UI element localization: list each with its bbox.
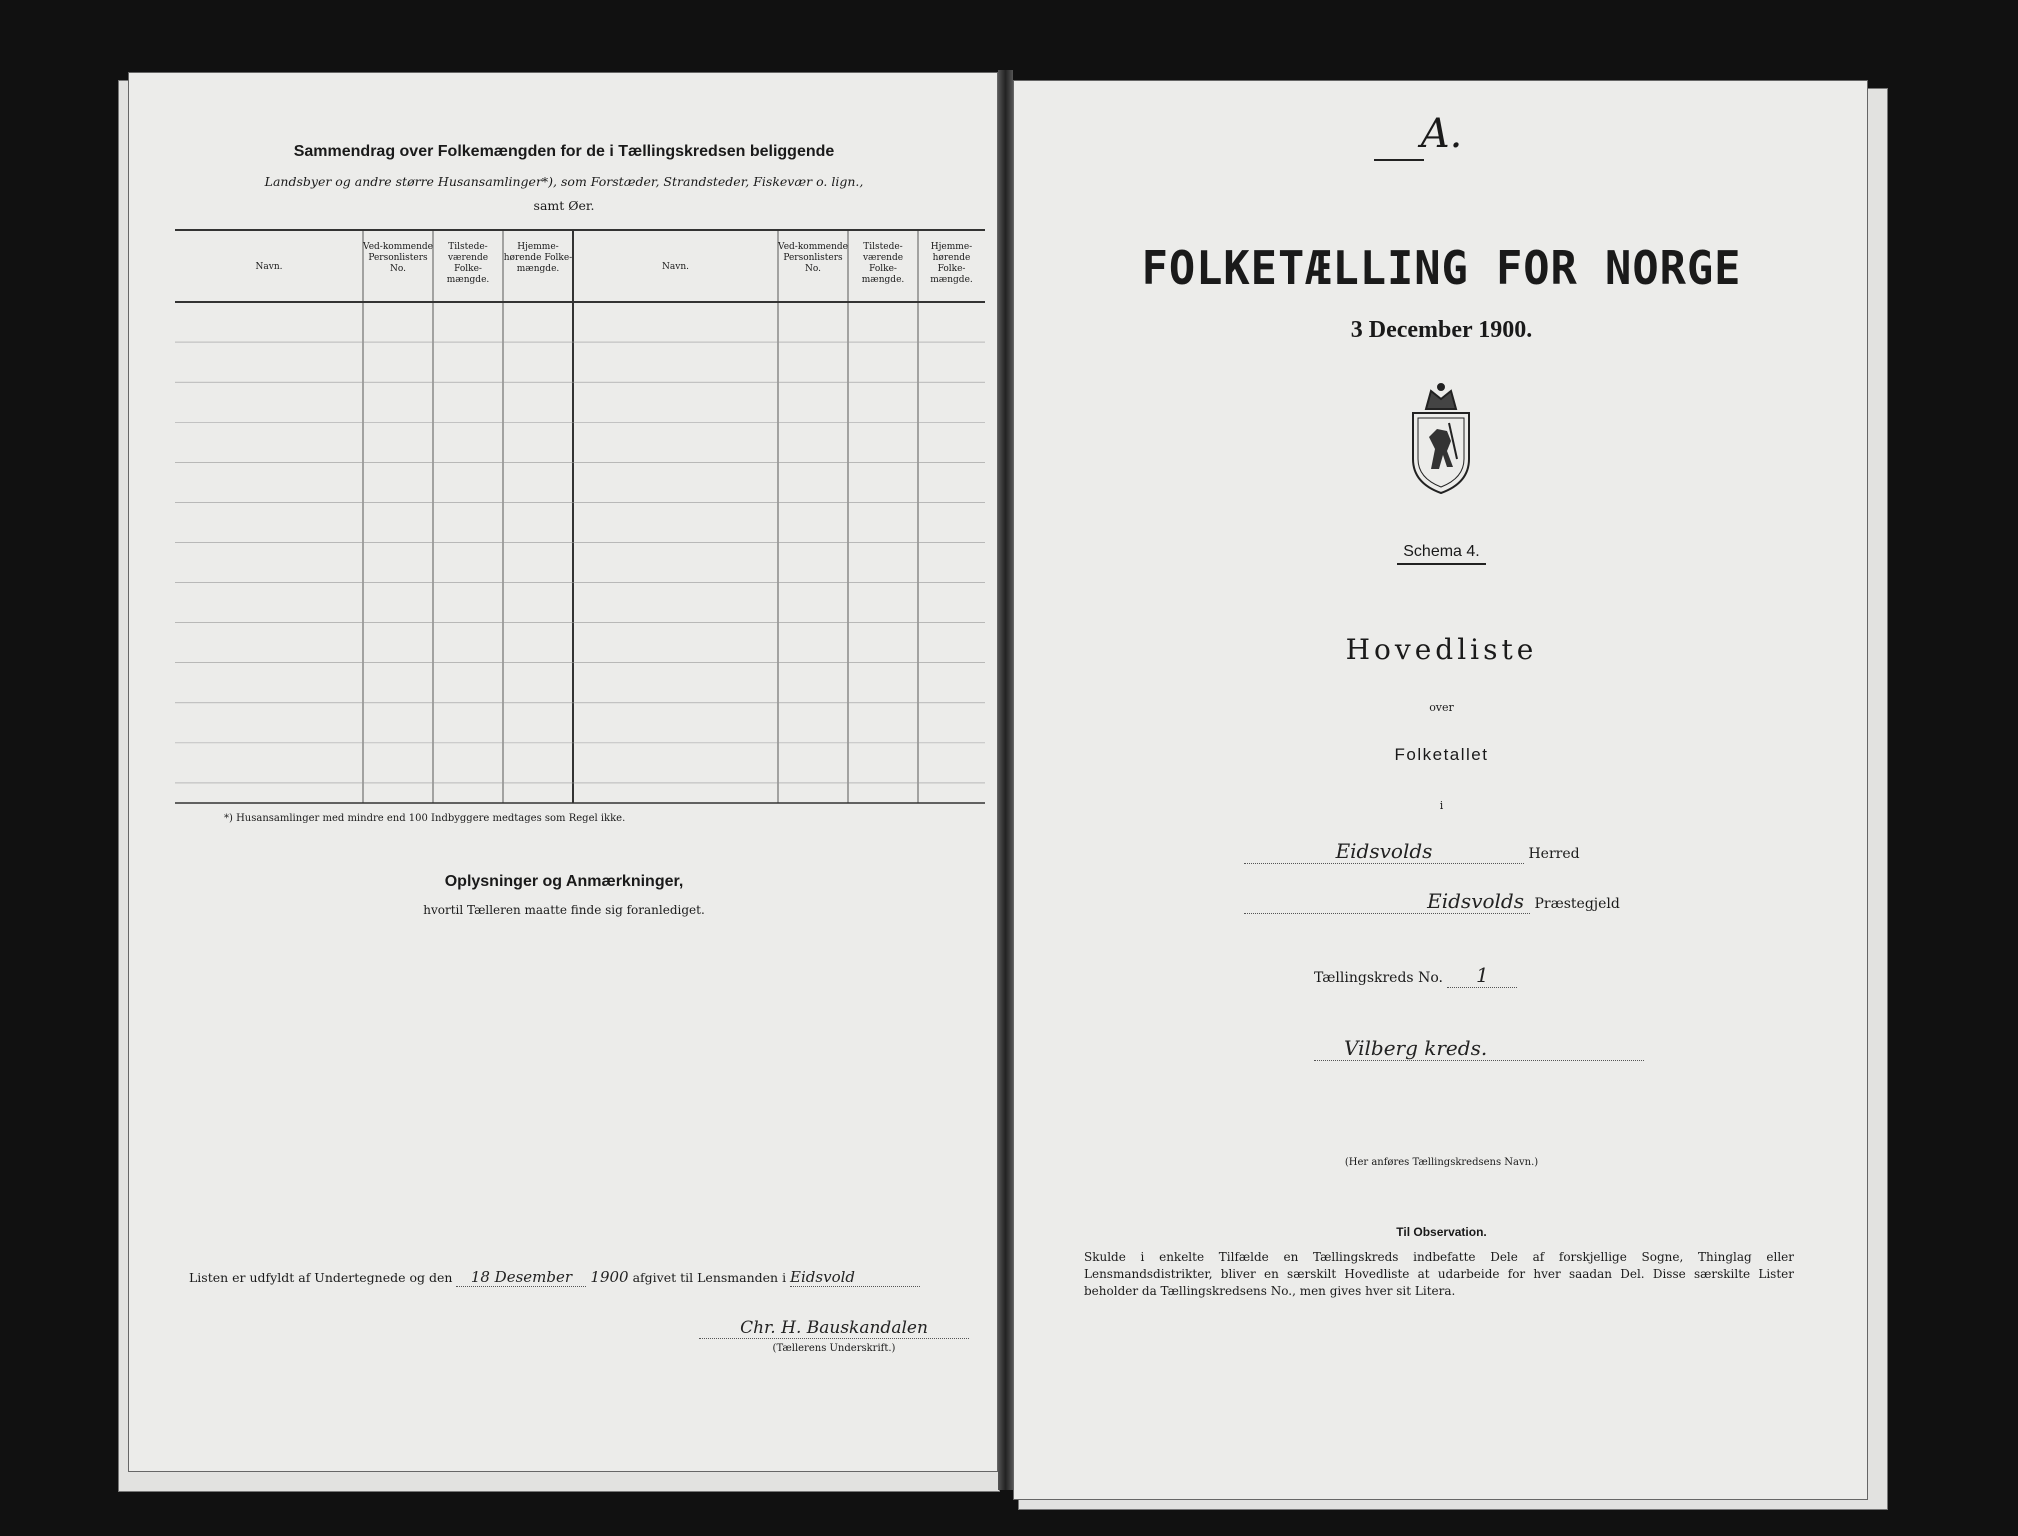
header-personlister-1: Ved-kommende Personlisters No. [363,242,433,274]
observation-text: Skulde i enkelte Tilfælde en Tællingskreds indbefatte Dele af forskjellige Sogne, Thinglag eller Lensmandsdistrikter, bliver en særskilt Hovedliste at udarbeide for hver saadan Del. Disse særskilte Lister beholder da Tællingskredsens No., men gives hver sit Litera. [1084,1250,1794,1298]
declaration-date: 18 Desember [456,1268,586,1287]
over-label: over [1429,701,1454,714]
kreds-value: 1 [1447,963,1517,988]
prestegjeld-label: Præstegjeld [1534,896,1620,912]
coat-of-arms-icon [1391,379,1491,499]
schema-text: Schema 4. [1397,543,1485,565]
herred-value: Eidsvolds [1244,839,1524,864]
right-page [1013,80,1868,1500]
header-tilstede-2: Tilstede-værende Folke-mængde. [861,242,905,285]
declaration-year: 1900 [590,1268,629,1286]
header-personlister-2: Ved-kommende Personlisters No. [778,242,848,274]
kreds-row [1314,963,1517,988]
observation-title: Til Observation. [1396,1225,1487,1239]
declaration-place: Eidsvold [790,1268,920,1287]
summary-subtitle-1: Landsbyer og andre større Husansamlinger*), som Forstæder, Strandsteder, Fiskevær o. lign., [264,174,864,189]
schema-label [1014,543,1869,565]
table-footnote: *) Husansamlinger med mindre end 100 Indbyggere medtages som Regel ikke. [224,813,626,824]
summary-title: Sammendrag over Folkemængden for de i Tællingskredsen beliggende [293,143,835,160]
left-page [128,72,998,1472]
herred-label: Herred [1528,846,1580,862]
kreds-name-row [1314,1036,1644,1061]
litera-underline [1374,159,1424,161]
i-label: i [1439,799,1444,812]
header-tilstede-1: Tilstede-værende Folke-mængde. [446,242,490,285]
folketallet-label: Folketallet [1394,745,1489,764]
kreds-label: Tællingskreds No. [1314,970,1443,986]
hovedliste-title: Hovedliste [1345,633,1538,666]
declaration-text-1: Listen er udfyldt af Undertegnede og den [189,1270,453,1285]
census-title: FOLKETÆLLING FOR NORGE [1141,241,1742,295]
summary-subtitle-2: samt Øer. [533,198,595,213]
summary-table [175,228,985,804]
table-grid [175,228,985,804]
prestegjeld-row [1244,889,1620,914]
signature-caption: (Tællerens Underskrift.) [772,1343,896,1354]
book-spine [998,70,1013,1490]
header-hjemme-2: Hjemme-hørende Folke-mængde. [930,242,973,285]
declaration-line [189,1268,920,1287]
header-hjemme-1: Hjemme-hørende Folke-mængde. [503,242,573,274]
herred-row [1244,839,1580,864]
enumerator-signature: Chr. H. Bauskandalen [699,1318,969,1339]
litera-mark: A. [1420,111,1463,157]
header-navn-1: Navn. [255,262,283,272]
kreds-name: Vilberg kreds. [1314,1036,1644,1061]
remarks-subtitle: hvortil Tælleren maatte finde sig foranlediget. [423,903,705,917]
header-navn-2: Navn. [662,262,689,272]
remarks-title: Oplysninger og Anmærkninger, [444,873,684,890]
prestegjeld-value: Eidsvolds [1244,889,1530,914]
declaration-text-2: afgivet til Lensmanden i [632,1270,787,1285]
kreds-caption: (Her anføres Tællingskredsens Navn.) [1344,1157,1539,1168]
census-date: 3 December 1900. [1350,317,1533,343]
